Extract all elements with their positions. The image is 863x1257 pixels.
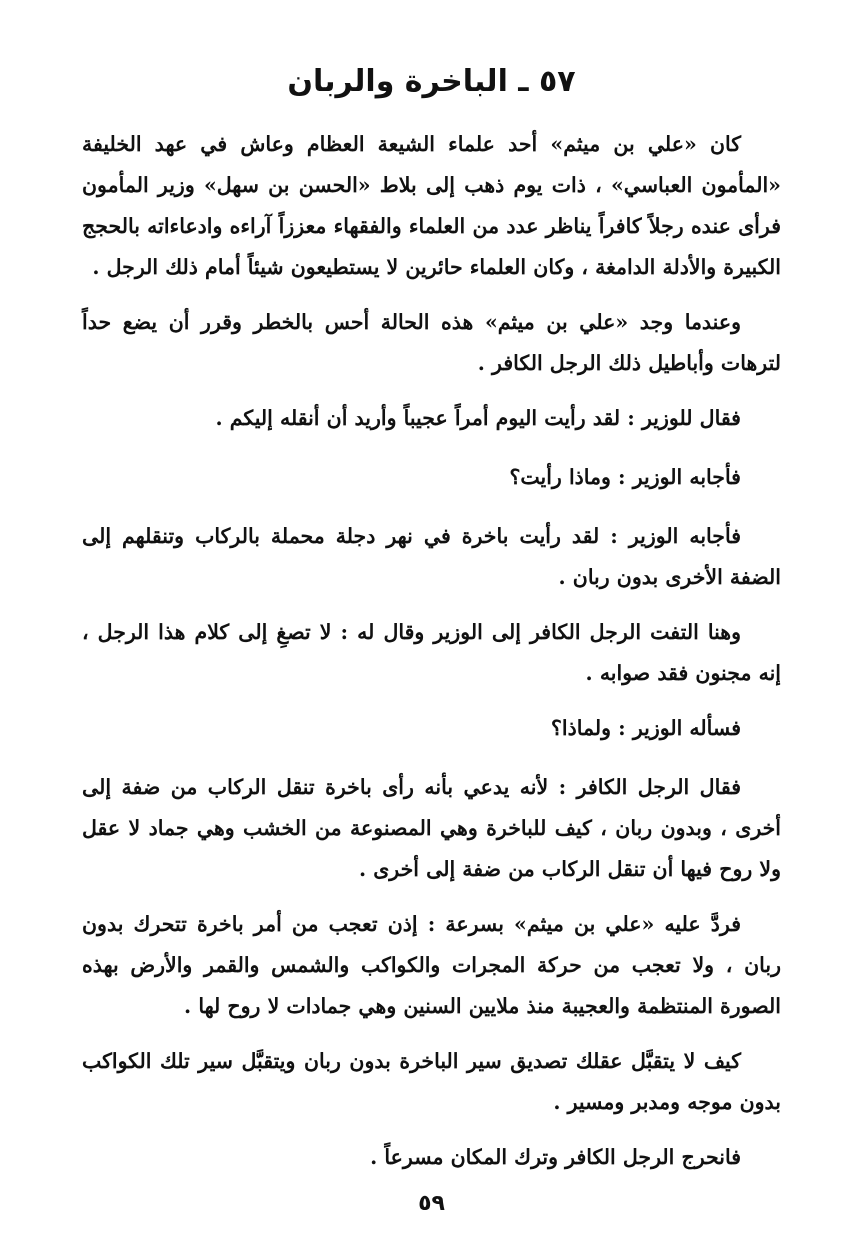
page-number: ٥٩ [418,1191,445,1216]
chapter-title: ٥٧ ـ الباخرة والربان [287,64,576,99]
paragraph-vizier-asks: فأجابه الوزير : وماذا رأيت؟ [509,465,741,489]
paragraph-ending: فانحرج الرجل الكافر وترك المكان مسرعاً . [370,1145,741,1169]
paragraph-ali-reaction: وعندما وجد «علي بن ميثم» هذه الحالة أحس بالخطر وقرر أن يضع حداً لترهات وأباطيل ذلك الرجل الكافر . [82,310,781,375]
paragraph-intro: كان «علي بن ميثم» أحد علماء الشيعة العظام وعاش في عهد الخليفة «المأمون العباسي» ، ذات يوم ذهب إلى بلاط «الحسن بن سهل» وزير المأمون فرأى عنده رجلاً كافراً يناظر عدد من العلماء والفقهاء معززاً آراءه وادعاءاته بالحجج الكبيرة والأدلة الدامغة ، وكان العلماء حائرين لا يستطيعون شيئاً أمام ذلك الرجل . [82,132,781,279]
paragraph-disbeliever-explains: فقال الرجل الكافر : لأنه يدعي بأنه رأى باخرة تنقل الركاب من ضفة إلى أخرى ، وبدون ربان ، كيف للباخرة وهي المصنوعة من الخشب وهي جماد لا عقل ولا روح فيها أن تنقل الركاب من ضفة إلى أخرى . [82,775,781,881]
paragraph-disbeliever-objects: وهنا التفت الرجل الكافر إلى الوزير وقال له : لا تصغِ إلى كلام هذا الرجل ، إنه مجنون فقد صوابه . [82,620,781,685]
paragraph-vizier-why: فسأله الوزير : ولماذا؟ [551,716,741,740]
paragraph-ali-reply: فردَّ عليه «علي بن ميثم» بسرعة : إذن تعجب من أمر باخرة تتحرك بدون ربان ، ولا تعجب من حركة المجرات والكواكب والشمس والقمر والأرض بهذه الصورة المنتظمة والعجيبة منذ ملايين السنين وهي جمادات لا روح لها . [82,912,781,1018]
paragraph-ali-conclusion: كيف لا يتقبَّل عقلك تصديق سير الباخرة بدون ربان ويتقبَّل سير تلك الكواكب بدون موجه ومدبر ومسير . [82,1049,781,1114]
paragraph-ship-story: فأجابه الوزير : لقد رأيت باخرة في نهر دجلة محملة بالركاب وتنقلهم إلى الضفة الأخرى بدون ربان . [82,524,781,589]
paragraph-ali-speaks: فقال للوزير : لقد رأيت اليوم أمراً عجيباً وأريد أن أنقله إليكم . [215,406,741,430]
